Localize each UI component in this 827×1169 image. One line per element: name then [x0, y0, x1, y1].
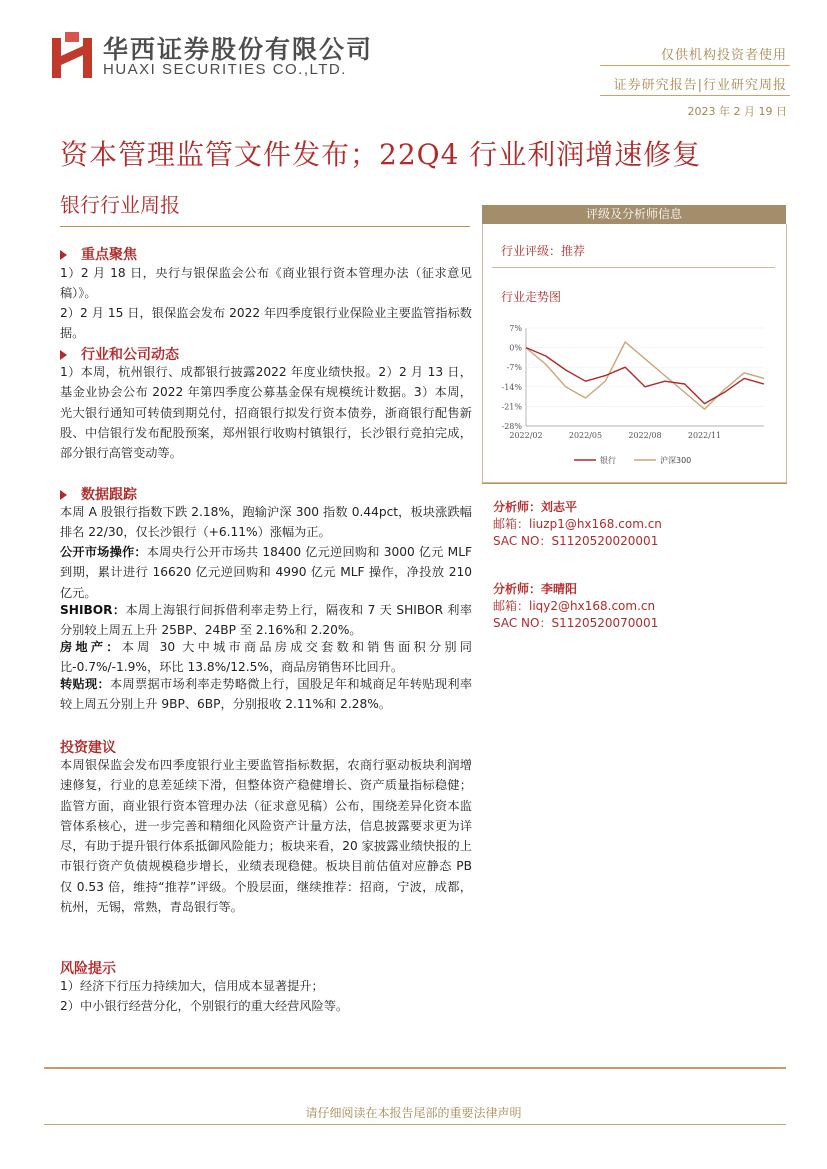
industry-trend-chart — [492, 318, 777, 470]
triangle-bullet-icon — [60, 490, 67, 500]
header-divider — [600, 95, 790, 96]
report-subtitle: 银行行业周报 — [60, 193, 180, 217]
footer-rule — [44, 1124, 786, 1125]
audience-note: 仅供机构投资者使用 — [660, 48, 787, 63]
header-divider — [600, 65, 790, 66]
y-tick-label: -7% — [506, 363, 522, 373]
triangle-bullet-icon — [60, 250, 67, 260]
analyst-sac: SAC NO：S1120520020001 — [493, 534, 659, 548]
legal-disclaimer: 请仔细阅读在本报告尾部的重要法律声明 — [305, 1106, 522, 1120]
report-type: 证券研究报告|行业研究周报 — [613, 78, 787, 93]
y-tick-label: -28% — [501, 422, 522, 431]
section-heading-advice: 投资建议 — [60, 740, 116, 756]
y-tick-label: 0% — [509, 343, 522, 353]
trend-chart-label: 行业走势图 — [501, 290, 562, 304]
analyst-email[interactable]: 邮箱：liqy2@hx168.com.cn — [493, 599, 656, 613]
legend-label: 沪深300 — [660, 456, 692, 465]
section-heading-data: 数据跟踪 — [60, 484, 137, 504]
x-tick-label: 2022/08 — [628, 431, 662, 440]
panel-bottom-rule — [482, 483, 787, 484]
section-heading-risk: 风险提示 — [60, 961, 116, 977]
report-date: 2023 年 2 月 19 日 — [687, 105, 787, 118]
panel-divider — [492, 267, 775, 268]
analyst-sac: SAC NO：S1120520070001 — [493, 616, 659, 630]
company-name-en: HUAXI SECURITIES CO.,LTD. — [103, 61, 347, 78]
series-line-沪深300 — [526, 342, 764, 409]
x-tick-label: 2022/02 — [509, 431, 543, 440]
focus-paragraph-1: 1）2 月 18 日，央行与银保监会公布《商业银行资本管理办法（征求意见稿）》。 — [60, 266, 472, 301]
huaxi-logo-icon — [52, 32, 92, 78]
section-heading-news: 行业和公司动态 — [60, 344, 179, 364]
legend-label: 银行 — [600, 456, 616, 465]
data-paragraph-index: 本周 A 股银行指数下跌 2.18%，跑输沪深 300 指数 0.44pct，板块涨跌幅排名 22/30，仅长沙银行（+6.11%）涨幅为正。 — [60, 505, 472, 540]
risk-item-2: 2）中小银行经营分化，个别银行的重大经营风险等。 — [60, 999, 349, 1013]
analyst-name: 分析师：李晴阳 — [493, 582, 578, 596]
analyst-email[interactable]: 邮箱：liuzp1@hx168.com.cn — [493, 517, 662, 531]
report-title: 资本管理监管文件发布；22Q4 行业利润增速修复 — [60, 138, 702, 171]
triangle-bullet-icon — [60, 350, 67, 360]
rating-panel-header: 评级及分析师信息 — [482, 205, 786, 224]
x-tick-label: 2022/05 — [568, 431, 603, 440]
advice-paragraph: 本周银保监会发布四季度银行业主要监管指标数据，农商行驱动板块利润增速修复，行业的息差延续下滑，但整体资产稳健增长、资产质量指标稳健；监管方面，商业银行资本管理办法（征求意见稿）公布，围绕差异化资本监管体系核心，进一步完善和精细化风险资产计量方法，信息披露要求更为详尽，有助于提升银行体系抵御风险能力；板块来看，20 家披露业绩快报的上市银行资产负债规模稳步增长，业绩表现稳健。板块目前估值对应静态 PB 仅 0.53 倍，维持“推荐”评级。个股层面，继续推荐：招商，宁波，成都，杭州，无锡，常熟，青岛银行等。 — [60, 758, 472, 915]
data-paragraph-shibor: SHIBOR：本周上海银行间拆借利率走势上行，隔夜和 7 天 SHIBOR 利率分别较上周五上升 25BP、24BP 至 2.16%和 2.20%。 — [60, 603, 473, 638]
subtitle-underline — [60, 226, 470, 227]
section-heading-focus: 重点聚焦 — [60, 244, 137, 264]
y-tick-label: -14% — [501, 382, 522, 392]
footer-rule — [44, 1067, 786, 1069]
data-paragraph-open-market: 公开市场操作：本周央行公开市场共 18400 亿元逆回购和 3000 亿元 MLF 到期，累计进行 16620 亿元逆回购和 4990 亿元 MLF 操作，净投放 210 亿元。 — [60, 545, 472, 600]
y-tick-label: -21% — [501, 402, 522, 412]
x-tick-label: 2022/11 — [687, 431, 722, 440]
data-paragraph-realestate: 房地产：本周 30 大中城市商品房成交套数和销售面积分别同比-0.7%/-1.9%，环比 13.8%/12.5%，商品房销售环比回升。 — [60, 640, 472, 675]
focus-paragraph-2: 2）2 月 15 日，银保监会发布 2022 年四季度银行业保险业主要监管指标数据。 — [60, 306, 472, 341]
news-paragraph: 1）本周，杭州银行、成都银行披露2022 年度业绩快报。2）2 月 13 日，基金业协会公布 2022 年第四季度公募基金保有规模统计数据。3）本周，光大银行通知可转债到期兑付，招商银行拟发行资本债券，浙商银行配售新股、中信银行发布配股预案，郑州银行收购村镇银行，长沙银行竞拍完成，部分银行高管变动等。 — [60, 365, 472, 461]
analyst-name: 分析师：刘志平 — [493, 500, 578, 514]
risk-item-1: 1）经济下行压力持续加大，信用成本显著提升； — [60, 979, 324, 993]
y-tick-label: 7% — [509, 324, 522, 333]
data-paragraph-discount: 转贴现：本周票据市场利率走势略微上行，国股足年和城商足年转贴现利率较上周五分别上升 9BP、6BP，分别报收 2.11%和 2.28%。 — [60, 677, 473, 712]
series-line-银行 — [526, 348, 764, 404]
industry-rating: 行业评级：推荐 — [501, 244, 586, 258]
company-name-cn: 华西证券股份有限公司 — [103, 35, 374, 64]
